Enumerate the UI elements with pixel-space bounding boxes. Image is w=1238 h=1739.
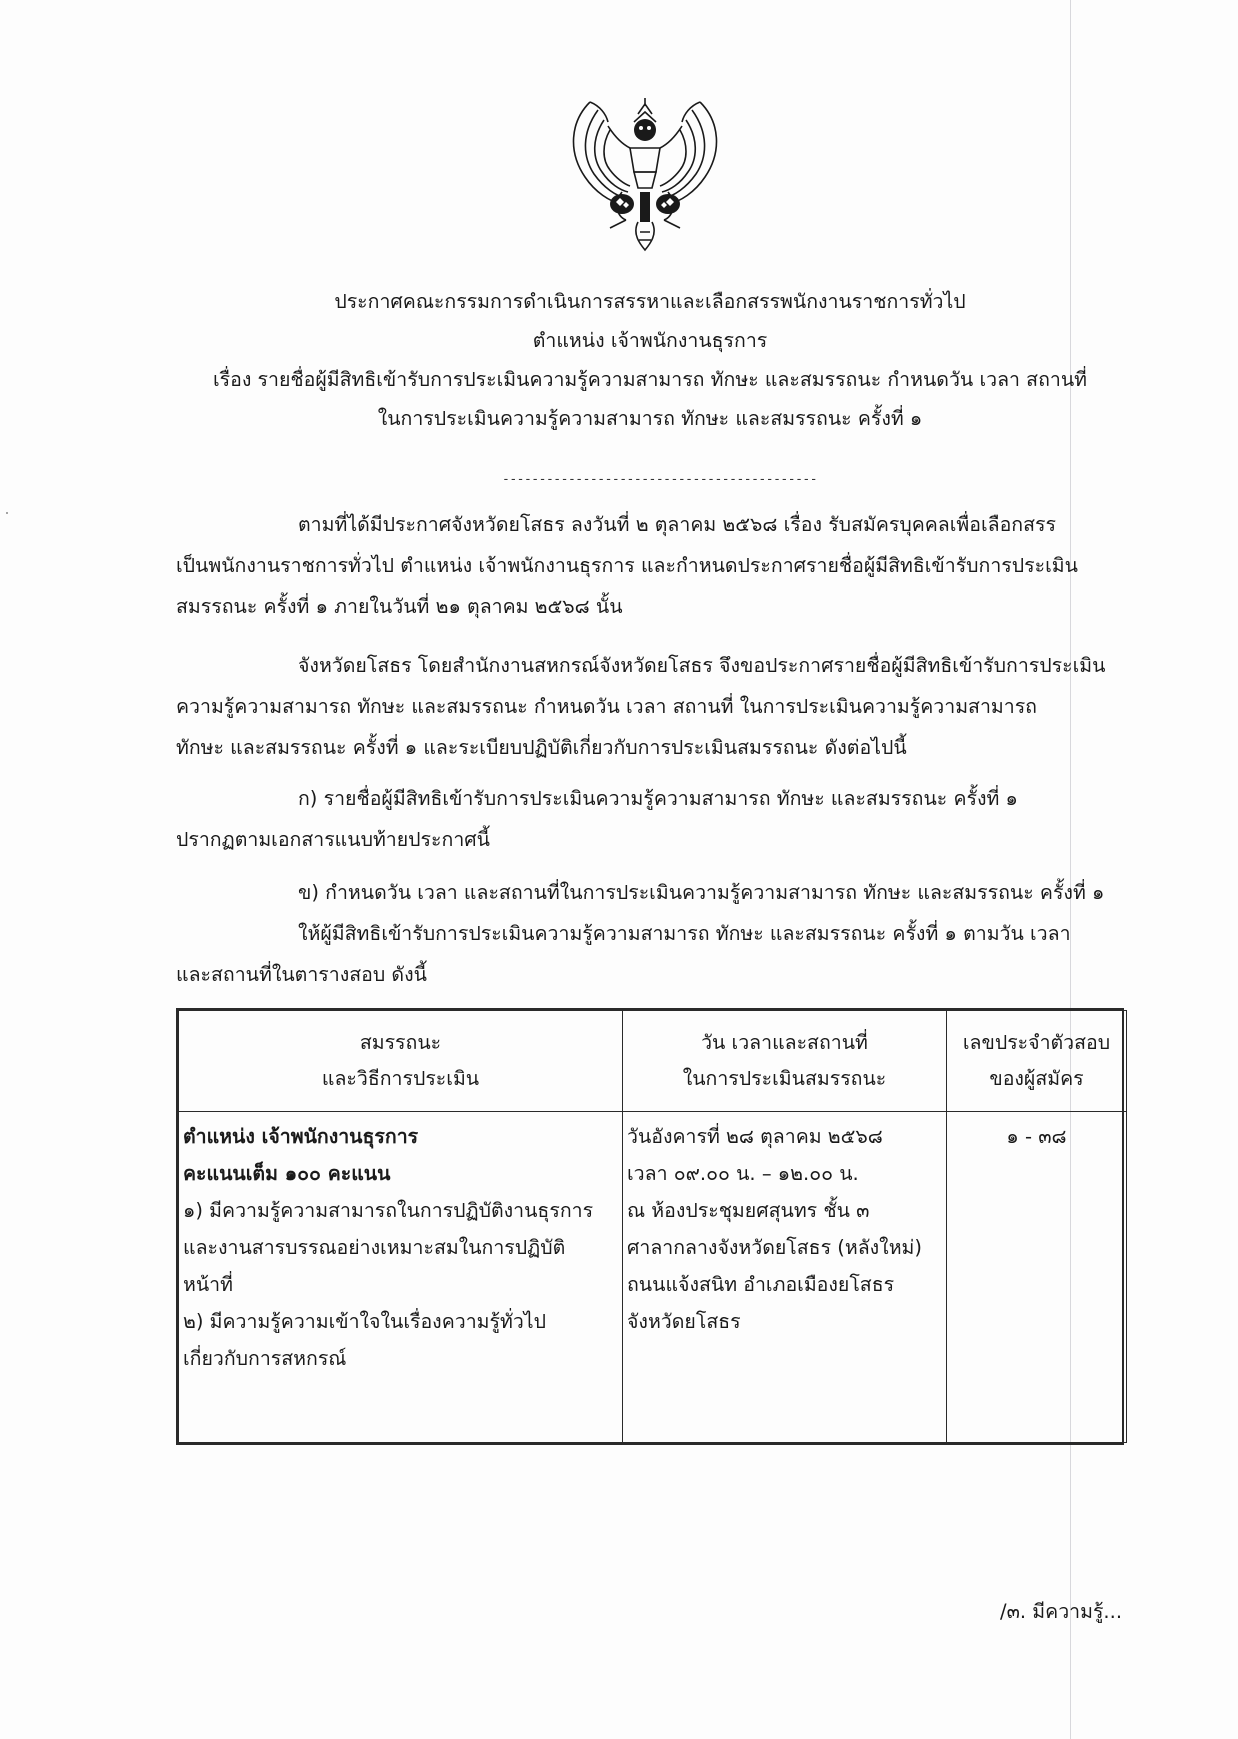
schedule-cell: วันอังคารที่ ๒๘ ตุลาคม ๒๕๖๘ เวลา ๐๙.๐๐ น. – ๑๒.๐๐ น. ณ ห้องประชุมยศสุนทร ชั้น ๓ ศาลากลางจังหวัดยโสธร (หลังใหม่) ถนนแจ้งสนิท อำเภอเมืองยโสธร จังหวัดยโสธร xyxy=(623,1112,947,1443)
competency-cell: ตำแหน่ง เจ้าพนักงานธุรการ คะแนนเต็ม ๑๐๐ คะแนน ๑) มีความรู้ความสามารถในการปฏิบัติงานธุรการ และงานสารบรรณอย่างเหมาะสมในการปฏิบัติ หน้าที่ ๒) มีความรู้ความเข้าใจในเรื่องความรู้ทั่วไป เกี่ยวกับการสหกรณ์ xyxy=(179,1112,623,1443)
scan-speck xyxy=(6,512,8,514)
paragraph-line: สมรรถนะ ครั้งที่ ๑ ภายในวันที่ ๒๑ ตุลาคม ๒๕๖๘ นั้น xyxy=(176,595,623,618)
item-b xyxy=(176,872,1124,995)
continuation-note: /๓. มีความรู้... xyxy=(1000,1600,1123,1623)
paragraph-line: จังหวัดยโสธร โดยสำนักงานสหกรณ์จังหวัดยโสธร จึงขอประกาศรายชื่อผู้มีสิทธิเข้ารับการประเมิน xyxy=(298,654,1106,677)
paragraph-line: ให้ผู้มีสิทธิเข้ารับการประเมินความรู้ความสามารถ ทักษะ และสมรรถนะ ครั้งที่ ๑ ตามวัน เวลา xyxy=(298,922,1071,945)
scan-fold-line xyxy=(1070,0,1071,1739)
header-competency: สมรรถนะ และวิธีการประเมิน xyxy=(179,1011,623,1112)
paragraph-2 xyxy=(176,645,1124,768)
exam-time: เวลา ๐๙.๐๐ น. – ๑๒.๐๐ น. xyxy=(627,1162,859,1185)
paragraph-line: ความรู้ความสามารถ ทักษะ และสมรรถนะ กำหนดวัน เวลา สถานที่ ในการประเมินความรู้ความสามารถ xyxy=(176,695,1037,718)
exam-ids-cell xyxy=(947,1112,1127,1443)
paragraph-1 xyxy=(176,504,1124,627)
position-label: ตำแหน่ง เจ้าพนักงานธุรการ xyxy=(183,1125,419,1148)
paragraph-line: ตามที่ได้มีประกาศจังหวัดยโสธร ลงวันที่ ๒ ตุลาคม ๒๕๖๘ เรื่อง รับสมัครบุคคลเพื่อเลือกสรร xyxy=(298,513,1056,536)
exam-date: วันอังคารที่ ๒๘ ตุลาคม ๒๕๖๘ xyxy=(627,1125,883,1148)
title-divider: ------------------------------------------- xyxy=(502,472,818,487)
paragraph-line: ปรากฏตามเอกสารแนบท้ายประกาศนี้ xyxy=(176,828,490,851)
title-line-2: ตำแหน่ง เจ้าพนักงานธุรการ xyxy=(532,329,768,352)
item-a xyxy=(176,778,1124,860)
exam-room: ณ ห้องประชุมยศสุนทร ชั้น ๓ xyxy=(627,1199,870,1222)
paragraph-line: เป็นพนักงานราชการทั่วไป ตำแหน่ง เจ้าพนักงานธุรการ และกำหนดประกาศรายชื่อผู้มีสิทธิเข้ารับการประเมิน xyxy=(176,554,1078,577)
paragraph-line: ก) รายชื่อผู้มีสิทธิเข้ารับการประเมินความรู้ความสามารถ ทักษะ และสมรรถนะ ครั้งที่ ๑ xyxy=(298,787,1018,810)
title-line-1: ประกาศคณะกรรมการดำเนินการสรรหาและเลือกสรรพนักงานราชการทั่วไป xyxy=(334,290,966,313)
paragraph-line: ข) กำหนดวัน เวลา และสถานที่ในการประเมินความรู้ความสามารถ ทักษะ และสมรรถนะ ครั้งที่ ๑ xyxy=(298,881,1105,904)
full-score-label: คะแนนเต็ม ๑๐๐ คะแนน xyxy=(183,1162,391,1185)
paragraph-line: และสถานที่ในตารางสอบ ดังนี้ xyxy=(176,963,427,986)
title-line-3: เรื่อง รายชื่อผู้มีสิทธิเข้ารับการประเมินความรู้ความสามารถ ทักษะ และสมรรถนะ กำหนดวัน เวลา สถานที่ xyxy=(212,368,1088,391)
table-header-row xyxy=(179,1011,1127,1112)
garuda-emblem-icon xyxy=(560,92,730,252)
title-line-4: ในการประเมินความรู้ความสามารถ ทักษะ และสมรรถนะ ครั้งที่ ๑ xyxy=(377,407,923,430)
exam-id-range: ๑ - ๓๘ xyxy=(1006,1125,1067,1148)
header-exam-ids: เลขประจำตัวสอบ ของผู้สมัคร xyxy=(947,1011,1127,1112)
header-schedule: วัน เวลาและสถานที่ ในการประเมินสมรรถนะ xyxy=(623,1011,947,1112)
paragraph-line: ทักษะ และสมรรถนะ ครั้งที่ ๑ และระเบียบปฏิบัติเกี่ยวกับการประเมินสมรรถนะ ดังต่อไปนี้ xyxy=(176,736,907,759)
schedule-table xyxy=(176,1008,1124,1445)
table-row xyxy=(179,1112,1127,1443)
announcement-title xyxy=(140,282,1160,438)
